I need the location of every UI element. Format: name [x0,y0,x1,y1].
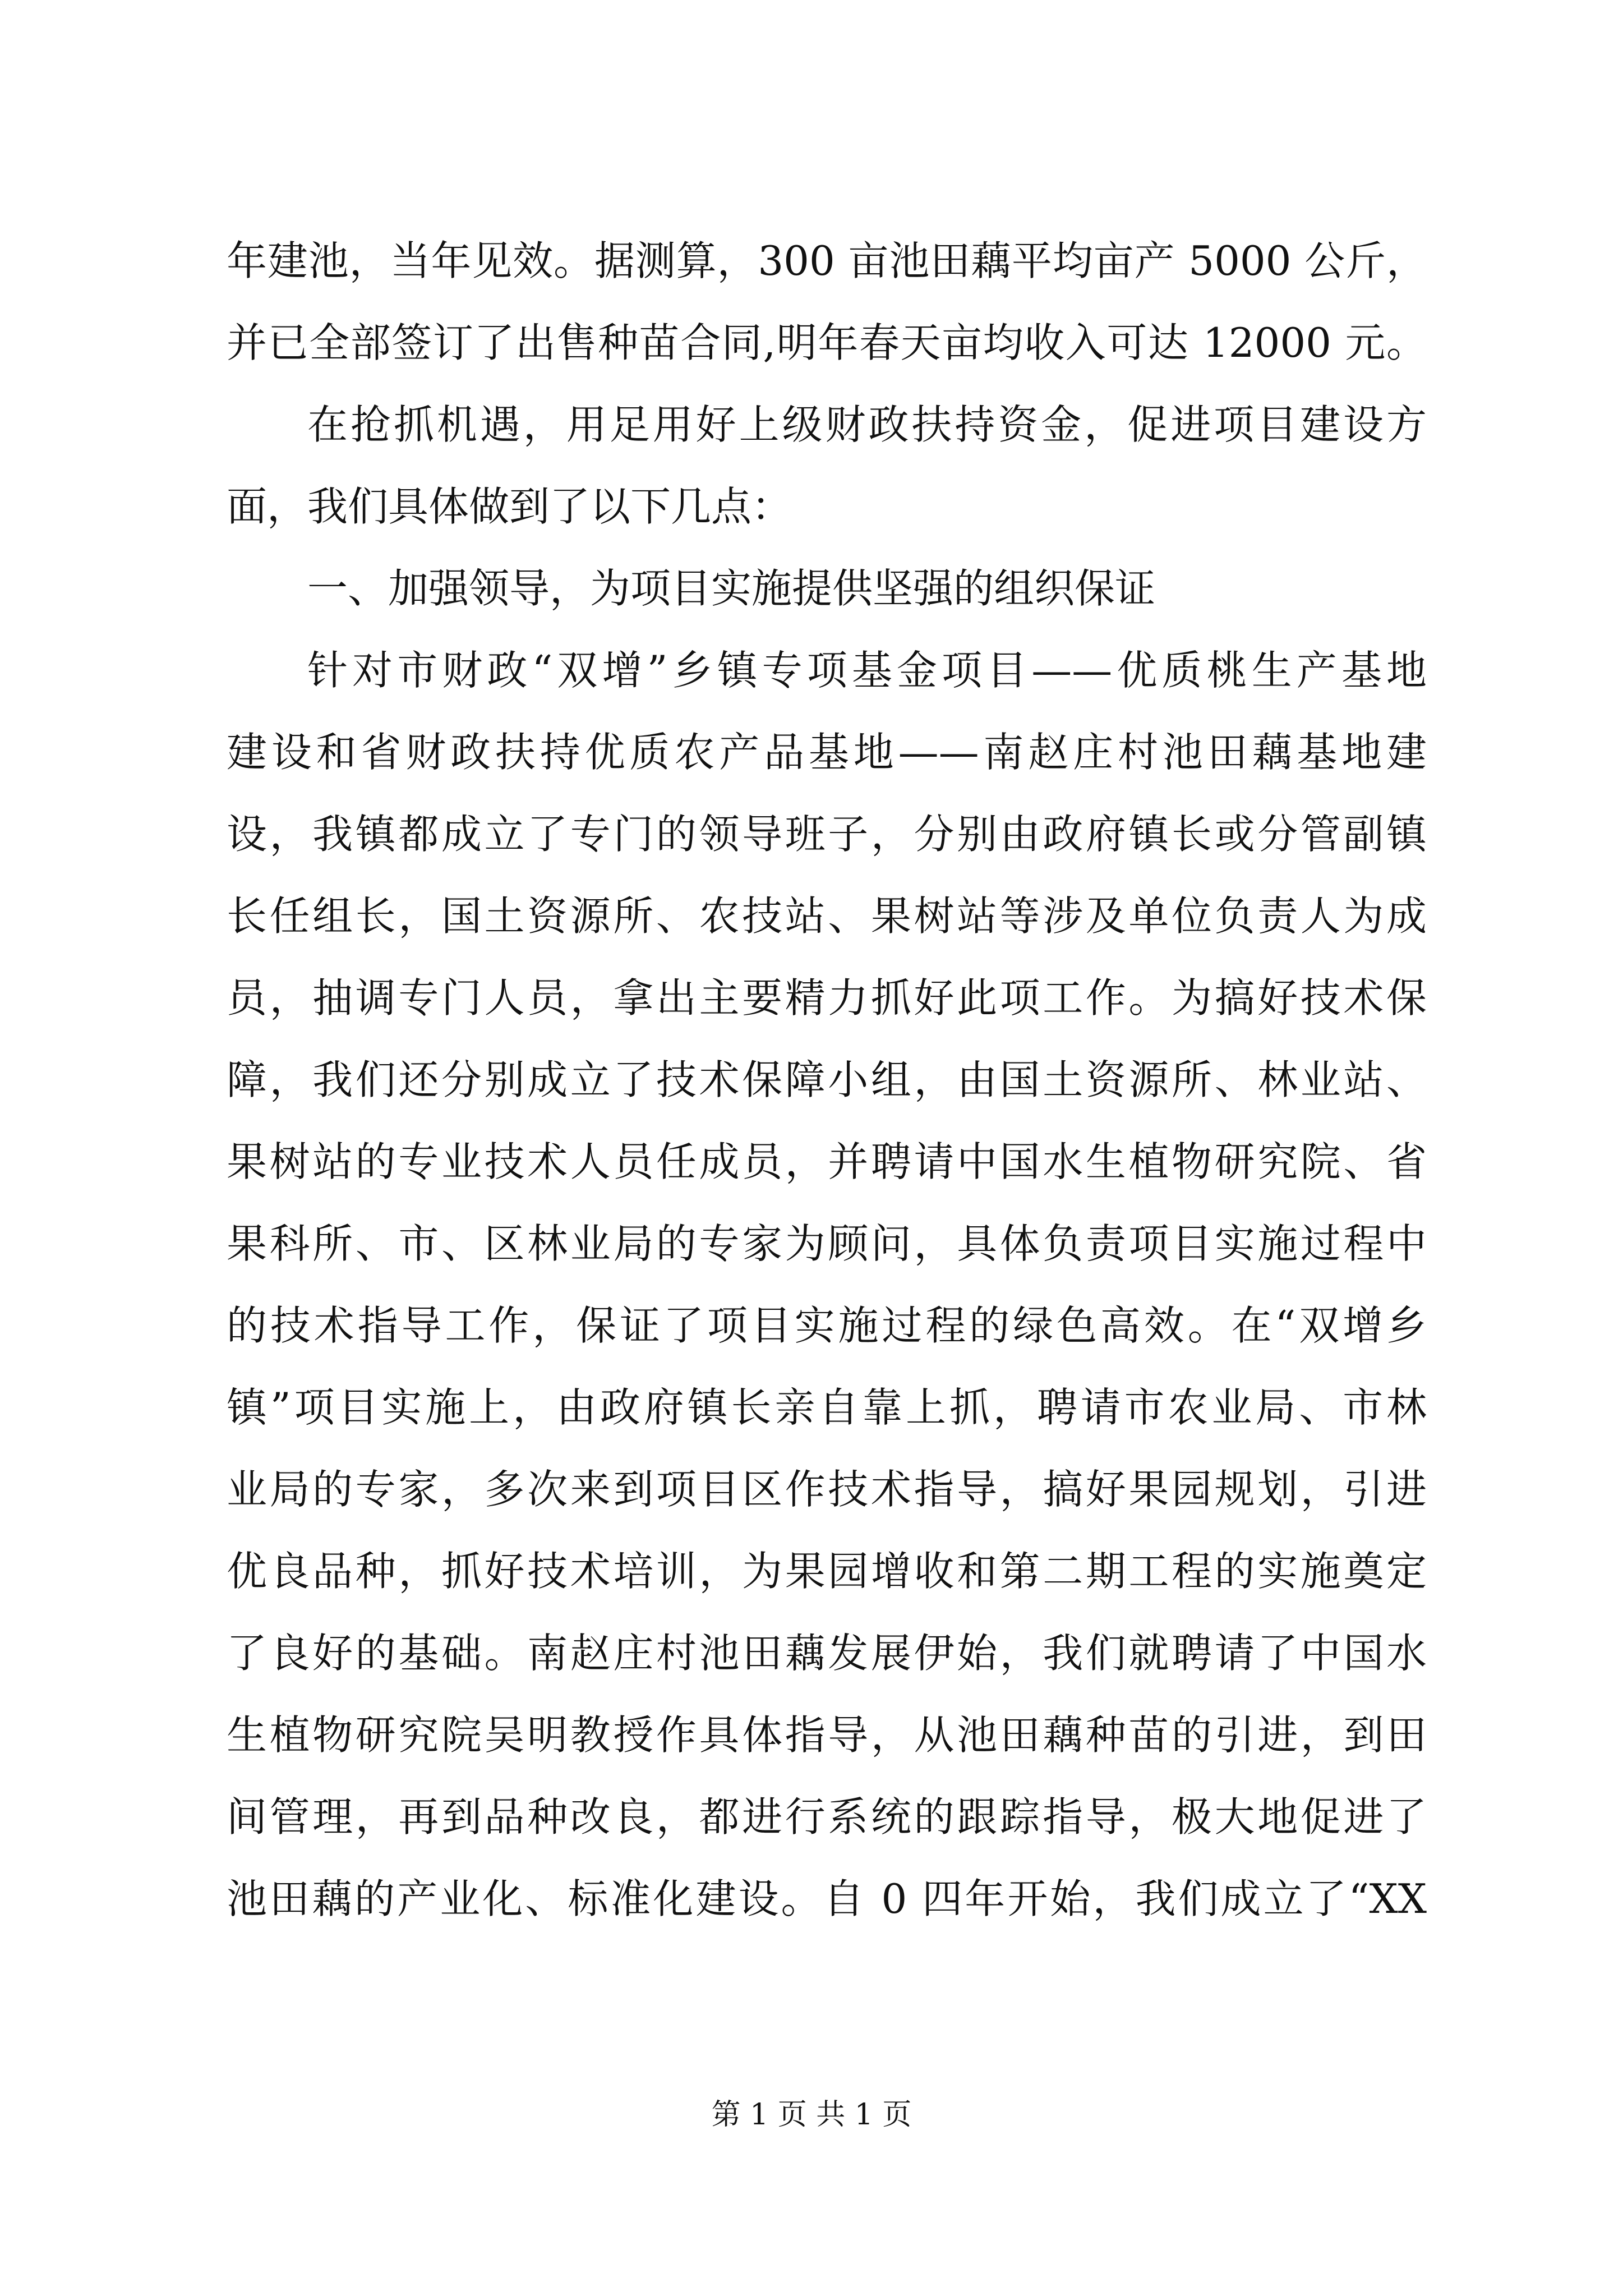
text-line-16: 业局的专家，多次来到项目区作技术指导，搞好果园规划，引进 [227,1466,1427,1513]
text-line-11: 障，我们还分别成立了技术保障小组，由国土资源所、林业站、 [227,1056,1427,1103]
text-line-6: 针对市财政“双增”乡镇专项基金项目——优质桃生产基地 [307,647,1427,694]
text-line-17: 优良品种，抓好技术培训，为果园增收和第二期工程的实施奠定 [227,1548,1427,1595]
text-line-13: 果科所、市、区林业局的专家为顾问，具体负责项目实施过程中 [227,1220,1427,1267]
text-line-8: 设，我镇都成立了专门的领导班子，分别由政府镇长或分管副镇 [227,811,1427,858]
text-line-10: 员，抽调专门人员，拿出主要精力抓好此项工作。为搞好技术保 [227,974,1427,1022]
text-line-7: 建设和省财政扶持优质农产品基地——南赵庄村池田藕基地建 [227,729,1427,776]
text-line-15: 镇”项目实施上，由政府镇长亲自靠上抓，聘请市农业局、市林 [227,1384,1427,1431]
text-line-18: 了良好的基础。南赵庄村池田藕发展伊始，我们就聘请了中国水 [227,1630,1427,1677]
text-line-2: 并已全部签订了出售种苗合同,明年春天亩均收入可达 12000 元。 [227,319,1427,366]
text-line-1: 年建池，当年见效。据测算，300 亩池田藕平均亩产 5000 公斤， [227,237,1427,284]
page-footer: 第 1 页 共 1 页 [711,2098,912,2132]
document-body [227,220,1427,1940]
section-heading: 一、加强领导，为项目实施提供坚强的组织保证 [307,565,1156,612]
text-line-4: 面，我们具体做到了以下几点： [227,483,792,530]
text-line-9: 长任组长，国土资源所、农技站、果树站等涉及单位负责人为成 [227,892,1427,940]
text-line-21: 池田藕的产业化、标准化建设。自 0 四年开始，我们成立了“XX [227,1875,1427,1922]
text-line-12: 果树站的专业技术人员任成员，并聘请中国水生植物研究院、省 [227,1138,1427,1185]
text-line-19: 生植物研究院吴明教授作具体指导，从池田藕种苗的引进，到田 [227,1711,1427,1759]
text-line-3: 在抢抓机遇，用足用好上级财政扶持资金，促进项目建设方 [307,401,1427,448]
text-line-14: 的技术指导工作，保证了项目实施过程的绿色高效。在“双增乡 [227,1302,1427,1349]
text-line-20: 间管理，再到品种改良，都进行系统的跟踪指导，极大地促进了 [227,1793,1427,1841]
